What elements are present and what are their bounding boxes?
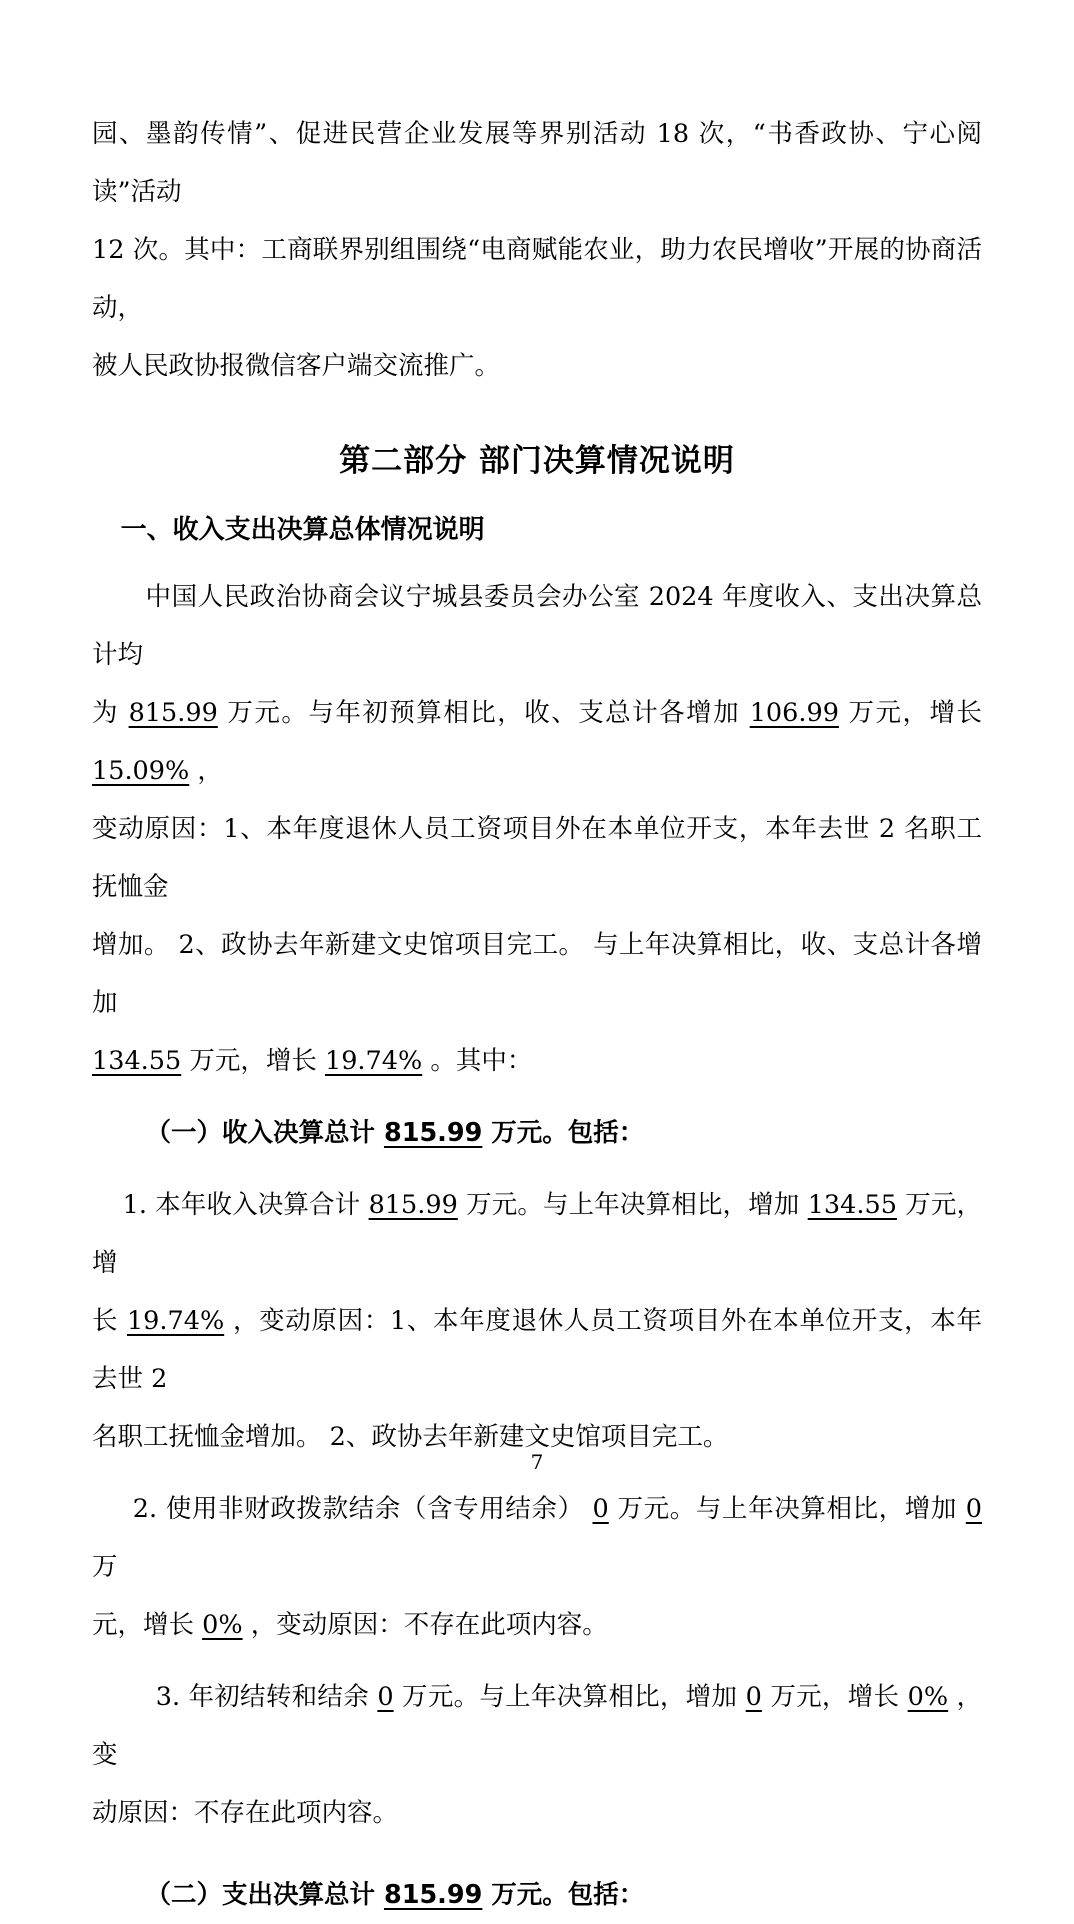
list-item-income-3-line1 (92, 1668, 982, 1784)
overview-text-2d: ， (197, 756, 223, 786)
spacer (92, 1654, 982, 1668)
paragraph-intro-line1 (92, 105, 982, 221)
subsection-heading-income (92, 1104, 982, 1162)
page-title: 第二部分 部门决算情况说明 (339, 443, 735, 479)
value-expense-total: 815.99 (383, 1880, 483, 1910)
paragraph-overview-line5 (92, 1032, 982, 1090)
income-2-text-e: ，变动原因：不存在此项内容。 (250, 1610, 608, 1640)
overview-text-1: 中国人民政治协商会议宁城县委员会办公室 2024 年度收入、支出决算总计均 (92, 582, 982, 670)
list-item-income-1-line1 (92, 1176, 982, 1292)
section-heading-1: 一、收入支出决算总体情况说明 (120, 515, 485, 545)
paragraph-overview-line1 (92, 568, 982, 684)
spacer (92, 1090, 982, 1104)
spacer (92, 1162, 982, 1176)
income-3-text-a: 3. 年初结转和结余 (155, 1682, 369, 1712)
overview-text-2a: 为 (92, 698, 119, 728)
income-1-text-b: 万元。与上年决算相比，增加 (466, 1190, 800, 1220)
overview-text-5b: 万元，增长 (189, 1046, 317, 1076)
overview-text-2c: 万元，增长 (848, 698, 982, 728)
income-3-text-c: 万元，增长 (770, 1682, 900, 1712)
overview-text-2b: 万元。与年初预算相比，收、支总计各增加 (227, 698, 741, 728)
value-income-3-amount: 0 (377, 1682, 394, 1712)
value-income-2-amount: 0 (592, 1494, 609, 1524)
income-heading-prefix: （一）收入决算总计 (145, 1118, 376, 1148)
intro-text-3: 被人民政协报微信客户端交流推广。 (92, 351, 501, 381)
value-income-total: 815.99 (383, 1118, 483, 1148)
value-income-1-amount: 815.99 (368, 1190, 458, 1220)
value-income-3-increase: 0 (745, 1682, 762, 1712)
income-2-text-d: 元，增长 (92, 1610, 195, 1640)
income-1-text-e: ，变动原因：1、本年度退休人员工资项目外在本单位开支，本年去世 2 (92, 1306, 982, 1394)
paragraph-intro-line2 (92, 221, 982, 337)
income-2-text-a: 2. 使用非财政拨款结余（含专用结余） (132, 1494, 584, 1524)
intro-text-2: 12 次。其中：工商联界别组围绕“电商赋能农业，助力农民增收”开展的协商活动， (92, 235, 982, 323)
value-income-1-increase: 134.55 (807, 1190, 897, 1220)
list-item-income-2-line1 (92, 1480, 982, 1596)
list-item-income-1-line2 (92, 1292, 982, 1408)
income-1-text-c: 万元，增 (92, 1190, 982, 1278)
list-item-income-3-line2 (92, 1784, 982, 1842)
value-budget-increase: 106.99 (749, 698, 839, 728)
value-yoy-increase: 134.55 (92, 1046, 182, 1076)
overview-text-4: 增加。 2、政协去年新建文史馆项目完工。 与上年决算相比，收、支总计各增加 (92, 930, 982, 1018)
paragraph-overview-line4 (92, 916, 982, 1032)
overview-text-5d: 。其中： (430, 1046, 533, 1076)
income-heading-suffix: 万元。包括： (491, 1118, 645, 1148)
paragraph-overview-line2 (92, 684, 982, 800)
income-1-text-f: 名职工抚恤金增加。 2、政协去年新建文史馆项目完工。 (92, 1422, 729, 1452)
value-total-revenue: 815.99 (128, 698, 218, 728)
income-1-text-a: 1. 本年收入决算合计 (122, 1190, 361, 1220)
value-income-2-percent: 0% (202, 1610, 243, 1640)
income-2-text-c: 万 (92, 1552, 118, 1582)
income-1-text-d: 长 (92, 1306, 119, 1336)
subsection-heading-expense (92, 1866, 982, 1924)
overview-text-3: 变动原因：1、本年度退休人员工资项目外在本单位开支，本年去世 2 名职工抚恤金 (92, 814, 982, 902)
value-income-3-percent: 0% (907, 1682, 949, 1712)
page-number: 7 (530, 1450, 544, 1474)
spacer (92, 1842, 982, 1866)
value-income-1-percent: 19.74% (126, 1306, 225, 1336)
expense-heading-suffix: 万元。包括： (491, 1880, 645, 1910)
paragraph-intro-line3 (92, 337, 982, 395)
income-3-text-d: ，变 (92, 1682, 983, 1770)
list-item-income-2-line2 (92, 1596, 982, 1654)
income-3-text-b: 万元。与上年决算相比，增加 (402, 1682, 738, 1712)
spacer (92, 395, 982, 409)
paragraph-overview-line3 (92, 800, 982, 916)
expense-heading-prefix: （二）支出决算总计 (145, 1880, 376, 1910)
value-yoy-growth-percent: 19.74% (324, 1046, 423, 1076)
income-3-text-e: 动原因：不存在此项内容。 (92, 1798, 399, 1828)
value-income-2-increase: 0 (965, 1494, 983, 1524)
value-budget-growth-percent: 15.09% (92, 756, 190, 786)
income-2-text-b: 万元。与上年决算相比，增加 (617, 1494, 958, 1524)
intro-text-1: 园、墨韵传情”、促进民营企业发展等界别活动 18 次，“书香政协、宁心阅读”活动 (92, 119, 982, 207)
